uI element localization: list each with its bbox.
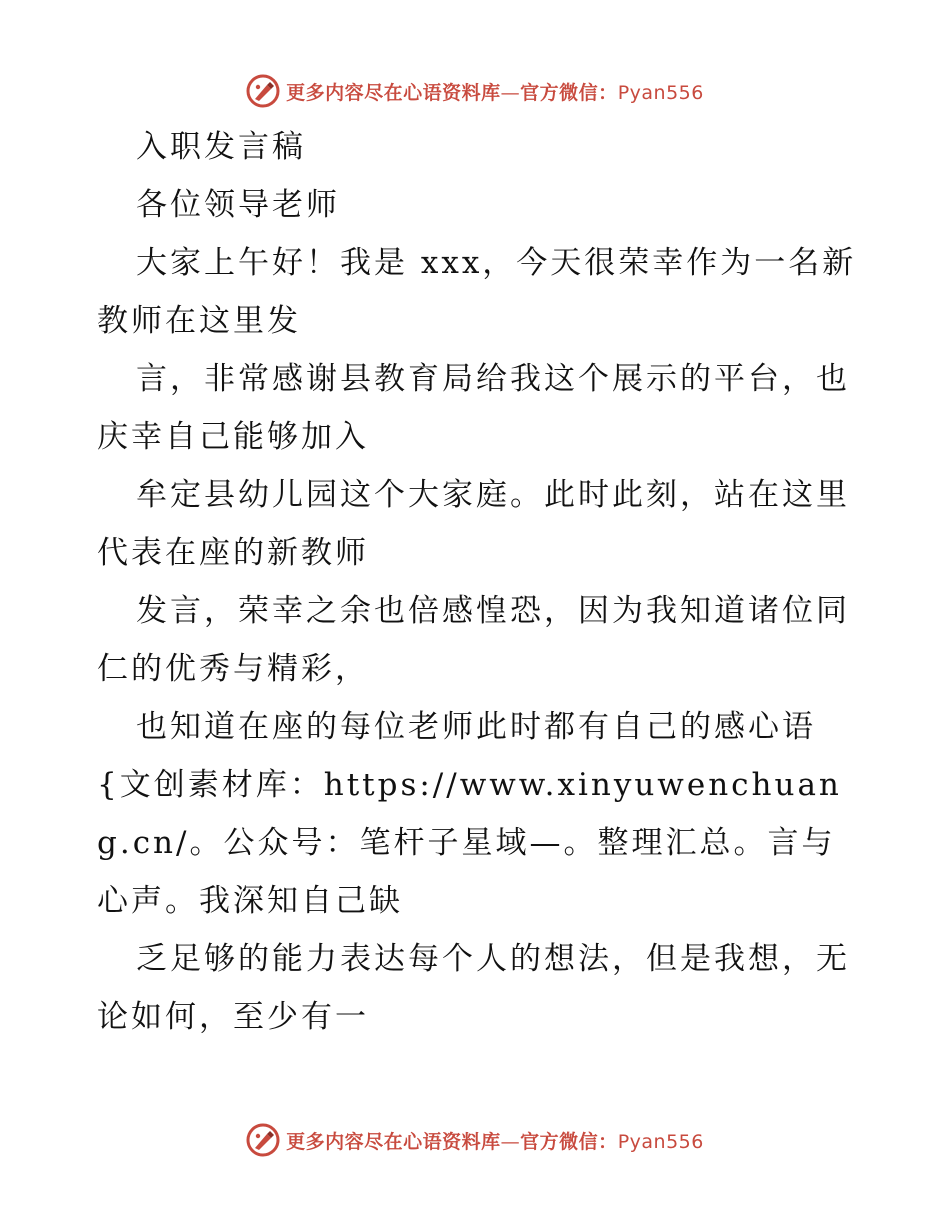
pen-logo-icon bbox=[246, 1123, 280, 1157]
header-banner-id: Pyan556 bbox=[617, 81, 704, 104]
footer-banner-id: Pyan556 bbox=[617, 1130, 704, 1153]
header-banner-sub: 官方微信： bbox=[520, 81, 618, 104]
footer-banner-sub: 官方微信： bbox=[520, 1130, 618, 1153]
header-banner-main: 更多内容尽在心语资料库 bbox=[286, 81, 501, 104]
document-body bbox=[97, 118, 857, 1046]
header-banner-separator: — bbox=[500, 81, 521, 104]
footer-banner-text bbox=[286, 1127, 704, 1154]
document-paragraph: 发言，荣幸之余也倍感惶恐，因为我知道诸位同仁的优秀与精彩， bbox=[97, 593, 850, 687]
header-banner-text bbox=[286, 78, 704, 105]
footer-banner-separator: — bbox=[500, 1130, 521, 1153]
document-paragraph: 也知道在座的每位老师此时都有自己的感心语{文创素材库：https://www.xinyuwenchuang.cn/。公众号：笔杆子星域—。整理汇总。言与心声。我深知自己缺 bbox=[97, 709, 842, 919]
document-paragraph: 大家上午好！我是 xxx，今天很荣幸作为一名新教师在这里发 bbox=[97, 245, 857, 339]
document-paragraph: 牟定县幼儿园这个大家庭。此时此刻，站在这里代表在座的新教师 bbox=[97, 477, 850, 571]
document-salutation: 各位领导老师 bbox=[136, 187, 340, 223]
pen-logo-icon bbox=[246, 74, 280, 108]
footer-banner bbox=[0, 1120, 950, 1160]
document-paragraph: 言，非常感谢县教育局给我这个展示的平台，也庆幸自己能够加入 bbox=[97, 361, 850, 455]
document-title: 入职发言稿 bbox=[136, 129, 306, 165]
header-banner bbox=[0, 71, 950, 111]
footer-banner-main: 更多内容尽在心语资料库 bbox=[286, 1130, 501, 1153]
document-paragraph: 乏足够的能力表达每个人的想法，但是我想，无论如何，至少有一 bbox=[97, 941, 850, 1035]
